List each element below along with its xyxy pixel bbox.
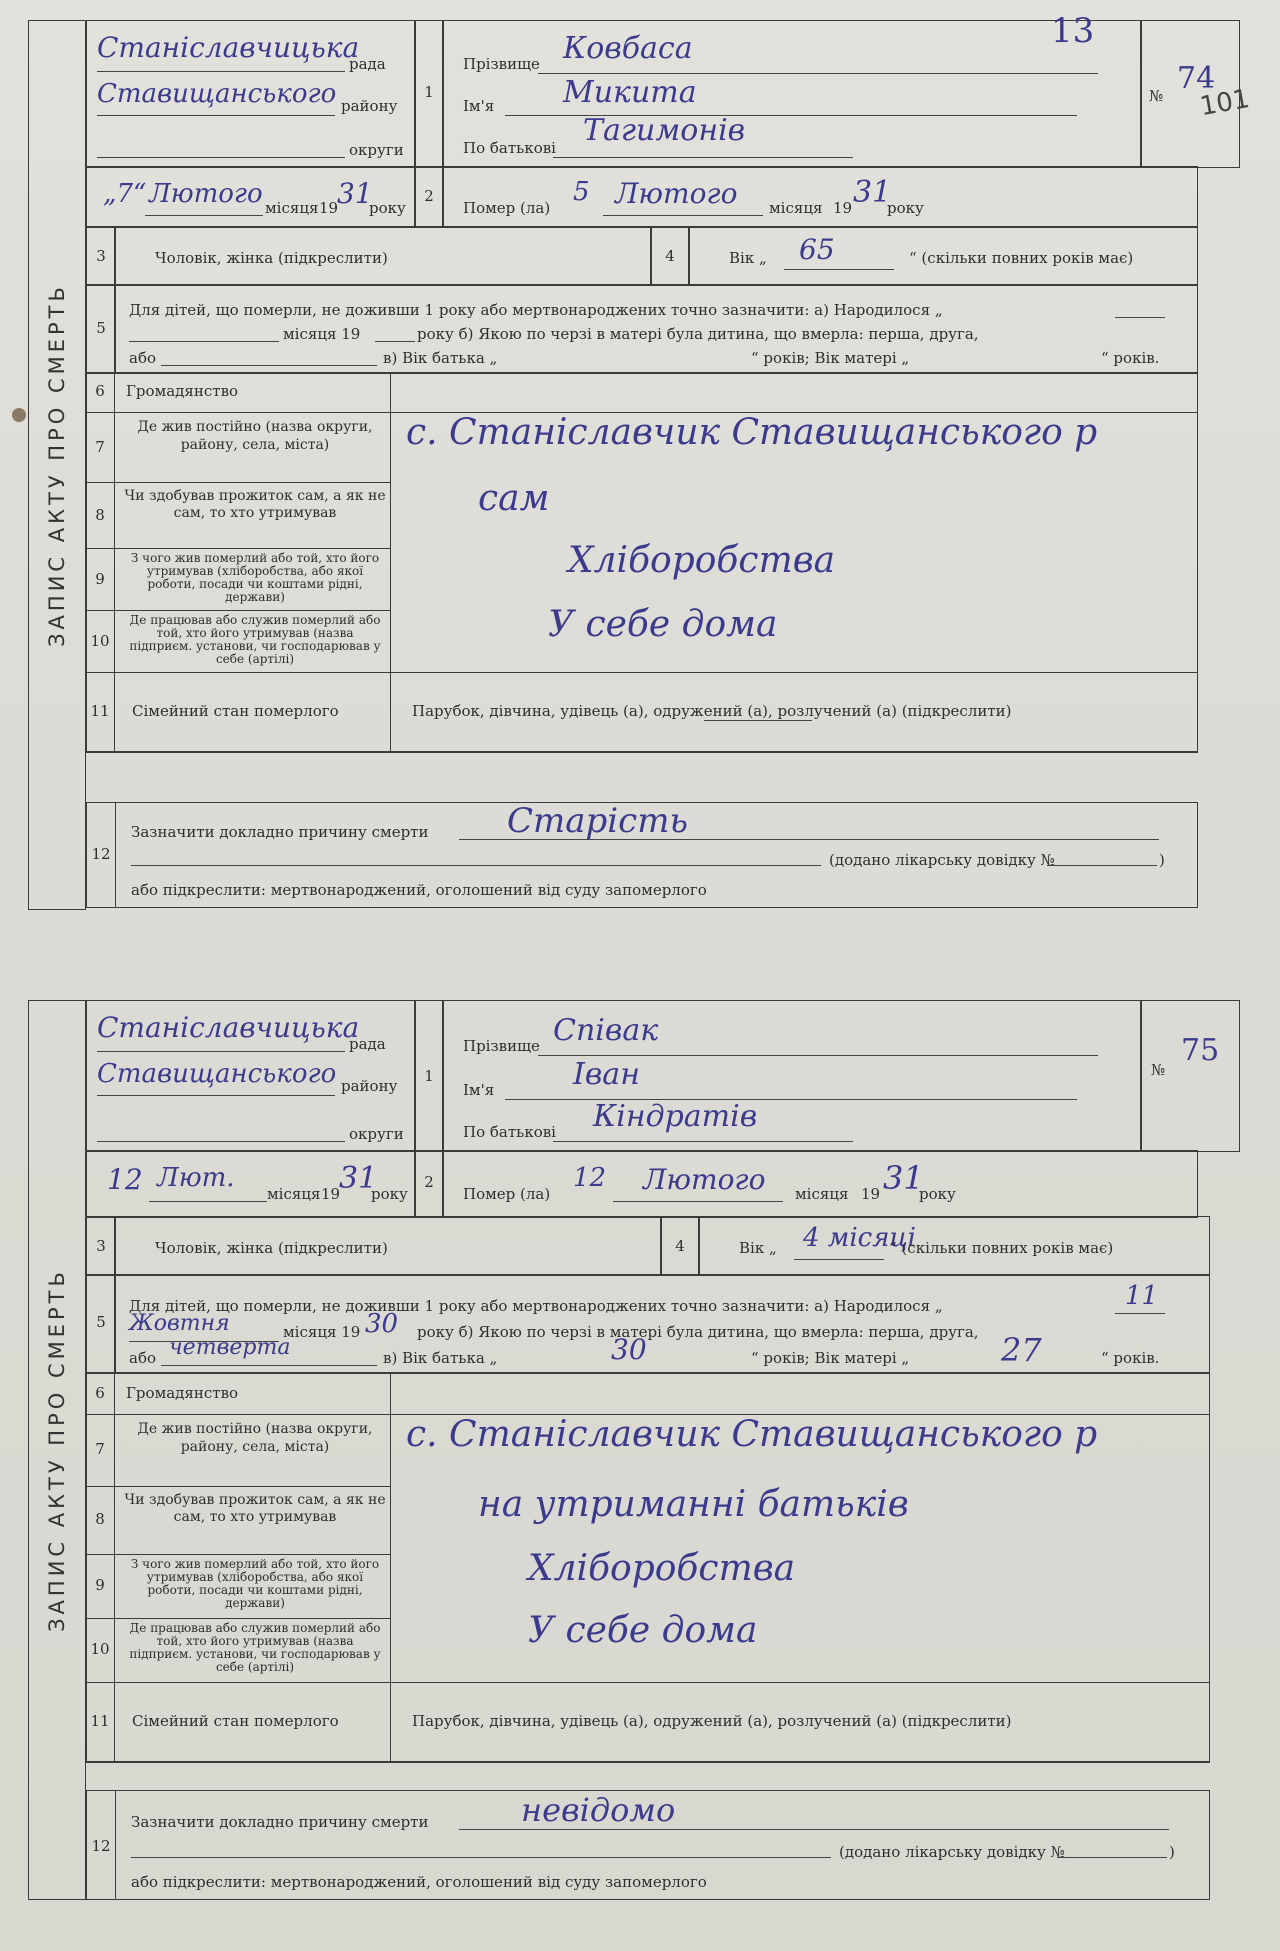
age-note: “ (скільки повних років має): [909, 249, 1134, 267]
children-line-1: Для дітей, що померли, не доживши 1 року або мертвонароджених точно зазначити: а) Народилося „: [129, 301, 943, 319]
registration-date-box: 12 Лют. місяця 19 31 року: [86, 1150, 416, 1218]
raion-value: Ставищанського: [97, 1059, 337, 1089]
marital-options: Парубок, дівчина, удівець (а), одружений (а), розлучений (а) (підкреслити): [412, 702, 1012, 720]
reg-month: Лютого: [149, 179, 263, 209]
punch-hole: [12, 408, 26, 422]
occupation-value: Хліборобства: [528, 1548, 796, 1589]
birth-order: четверта: [169, 1335, 291, 1360]
name-value: Іван: [573, 1057, 640, 1092]
cause-box: 12 Зазначити докладно причину смерти невідомо (додано лікарську довідку № ) або підкреслити: мертвонароджений, оголошений від суду запомерлого: [86, 1790, 1210, 1900]
cause-box: 12 Зазначити докладно причину смерти Старість (додано лікарську довідку № ) або підкреслити: мертвонароджений, оголошений від суду запомерлого: [86, 802, 1198, 908]
council-box: [86, 20, 416, 168]
livelihood-value: на утриманні батьків: [478, 1484, 909, 1525]
age-box: Вік „ 4 місяці “ (скільки повних років має): [698, 1216, 1210, 1276]
marital-label: Сімейний стан померлого: [132, 702, 339, 720]
raion-label: району: [341, 97, 398, 115]
month-label: місяця: [265, 199, 319, 217]
death-month: Лютого: [615, 177, 738, 210]
row-number-8: 8: [95, 1510, 105, 1528]
row-number-9: 9: [95, 1576, 105, 1594]
surname-label: Прізвище: [463, 55, 540, 73]
gender-box: Чоловік, жінка (підкреслити): [114, 1216, 662, 1276]
livelihood-label: Чи здобував прожиток сам, а як не сам, то хто утримував: [124, 488, 386, 521]
row-number-1: 1: [424, 1067, 434, 1085]
occupation-label: З чого жив померлий або той, хто його утримував (хліборобства, або якої роботи, посади чи коштами рідні, держави): [130, 551, 380, 604]
row-number-8: 8: [95, 506, 105, 524]
registration-date-box: [86, 166, 416, 228]
cause-alternative: або підкреслити: мертвонароджений, оголошений від суду запомерлого: [131, 881, 707, 899]
death-month: Лютого: [643, 1163, 766, 1196]
row-number-7: 7: [95, 1440, 105, 1458]
age-label: Вік „: [729, 249, 767, 267]
row-number-5: 5: [96, 319, 106, 337]
row-number-4: 4: [665, 247, 675, 265]
row-number-2: 2: [414, 166, 444, 228]
name-value: Микита: [563, 75, 697, 110]
workplace-value: У себе дома: [528, 1610, 758, 1651]
death-year: 31: [853, 175, 892, 210]
death-date-box: Помер (ла) 12 Лютого місяця 19 31 року: [442, 1150, 1198, 1218]
surname-value: Співак: [553, 1013, 659, 1048]
row-number-12: 12: [91, 1837, 111, 1855]
cause-value: Старість: [507, 801, 688, 841]
row-number-7: 7: [95, 438, 105, 456]
reg-month: Лют.: [157, 1163, 235, 1193]
row-number-11: 11: [90, 702, 110, 720]
council-box: Станіславчицька рада Ставищанського району округи: [86, 1000, 416, 1152]
age-value: 65: [799, 233, 835, 266]
death-day: 12: [573, 1163, 607, 1193]
residence-value: с. Станіславчик Ставищанського р: [406, 1414, 1098, 1455]
death-date-box: Помер (ла) 5 Лютого місяця 19 31 року: [442, 166, 1198, 228]
row-number-6: 6: [95, 382, 105, 400]
residence-label: Де жив постійно (назва округи, району, села, міста): [137, 419, 373, 453]
year-label: року: [369, 199, 406, 217]
father-age: 30: [611, 1333, 647, 1366]
side-title: ЗАПИС АКТУ ПРО СМЕРТЬ: [28, 1000, 86, 1900]
row-number-11: 11: [90, 1712, 110, 1730]
death-year: 31: [883, 1159, 924, 1197]
reg-day: „7“: [103, 179, 147, 209]
livelihood-value: сам: [478, 478, 550, 519]
row-number-3: 3: [96, 247, 106, 265]
pencil-mark: 101: [1197, 83, 1252, 123]
name-label: Ім'я: [463, 97, 495, 115]
gender-label: Чоловік, жінка (підкреслити): [155, 249, 388, 267]
born-month: Жовтня: [129, 1311, 230, 1336]
rada-value: Станіславчицька: [97, 31, 360, 64]
death-day: 5: [573, 177, 590, 207]
age-value: 4 місяці: [803, 1223, 916, 1253]
mother-age: 27: [1001, 1331, 1042, 1369]
patronymic-value: Кіндратів: [593, 1099, 758, 1134]
cause-value: невідомо: [521, 1791, 676, 1829]
row-number-9: 9: [95, 570, 105, 588]
row-number-10: 10: [90, 1640, 110, 1658]
raion-value: Ставищанського: [97, 79, 337, 109]
name-box: [442, 20, 1142, 168]
row-number-12: 12: [91, 845, 111, 863]
name-box: Прізвище Співак Ім'я Іван По батькові Кіндратів: [442, 1000, 1142, 1152]
row-number-5: 5: [96, 1313, 106, 1331]
row-number-3: 3: [96, 1237, 106, 1255]
record-number-box: № 75: [1140, 1000, 1240, 1152]
row-number-4: 4: [675, 1237, 685, 1255]
workplace-label: Де працював або служив померлий або той, хто його утримував (назва підприєм. установи, чи господарював у себе (артілі): [129, 613, 381, 666]
gender-box: [114, 226, 652, 286]
death-record-2: ЗАПИС АКТУ ПРО СМЕРТЬ Станіславчицька рада Ставищанського району округи 12 Лют. місяця 19 31 року 1 2 Прізвище Співак Ім'я Іван По батькові Кіндратів Помер (ла) 12 Лютого місяця 19 31 року № 75 3 Чоловік, жінка (підкреслити) 4 Вік „ 4 місяці “ (скільки повних років має) 5 Для дітей, що померли, не доживши 1 року або мертвонароджених точно зазначити: а) Народилося „ 11 Жовтня місяця 19 30 року б) Якою по черзі в матері була дитина, що вмерла: перша, друга, або четверта в) Вік батька „ 30 “ років; Вік матері „ 27 “ років. 6 Громадянство 7 Де жив постійно (назва округи, району, села, міста) с. Станіславчик Ставищанського р 8 Чи здобував прожиток сам, а як не сам, то хто утримував на утриманні батьків 9 З чого жив померлий або той, хто його утримував (хліборобства, або якої роботи, посади чи коштами рідні, держави) Хліборобства 10 Де працював або служив померлий або той, хто його утримував (назва підприєм. установи, чи господарював у себе (артілі) У себе дома 11 Сімейний стан померлого Парубок, дівчина, удівець (а), одружений (а), розлучений (а) (підкреслити) 12 Зазначити докладно причину смерти невідомо (додано лікарську довідку № ) або підкреслити: мертвонароджений, оголошений від суду запомерлого: [28, 1000, 1240, 1900]
death-record-1: [28, 11, 1240, 910]
rada-value: Станіславчицька: [97, 1011, 360, 1044]
rada-label: рада: [349, 55, 386, 73]
number-label: №: [1149, 87, 1164, 105]
born-day: 11: [1125, 1281, 1159, 1311]
side-title: ЗАПИС АКТУ ПРО СМЕРТЬ: [28, 20, 86, 910]
occupation-value: Хліборобства: [568, 540, 836, 581]
record-number: 75: [1181, 1033, 1220, 1068]
year-prefix: 19: [319, 199, 339, 217]
row-number-2: 2: [424, 1173, 434, 1191]
children-box: Для дітей, що померли, не доживши 1 року або мертвонароджених точно зазначити: а) Народилося „ 11 Жовтня місяця 19 30 року б) Якою по черзі в матері була дитина, що вмерла: перша, друга, або четверта в) Вік батька „ 30 “ років; Вік матері „ 27 “ років.: [114, 1274, 1210, 1374]
patronymic-value: Тагимонів: [583, 113, 746, 148]
cause-label: Зазначити докладно причину смерти: [131, 823, 429, 841]
okruhy-label: округи: [349, 141, 404, 159]
record-number: 74: [1177, 61, 1216, 96]
row-number-1: 1: [414, 20, 444, 168]
patronymic-label: По батькові: [463, 139, 556, 157]
born-year: 30: [365, 1309, 399, 1339]
children-box: Для дітей, що померли, не доживши 1 року або мертвонароджених точно зазначити: а) Народилося „ місяця 19 року б) Якою по черзі в матері була дитина, що вмерла: перша, друга, або в) Вік батька „ “ років; Вік матері „ “ років.: [114, 284, 1198, 374]
citizenship-label: Громадянство: [126, 382, 239, 400]
certificate-label: (додано лікарську довідку №: [829, 851, 1055, 869]
workplace-value: У себе дома: [548, 604, 778, 645]
record-number-box: [1051, 11, 1240, 168]
reg-year: 31: [339, 1161, 378, 1196]
age-box: [688, 226, 1198, 286]
died-label: Помер (ла): [463, 199, 551, 217]
reg-year: 31: [337, 177, 373, 210]
row-number-10: 10: [90, 632, 110, 650]
reg-day: 12: [107, 1163, 143, 1196]
surname-value: Ковбаса: [563, 31, 693, 66]
residence-value: с. Станіславчик Ставищанського р: [406, 412, 1098, 453]
row-number-6: 6: [95, 1384, 105, 1402]
corner-note: 13: [1051, 11, 1095, 51]
